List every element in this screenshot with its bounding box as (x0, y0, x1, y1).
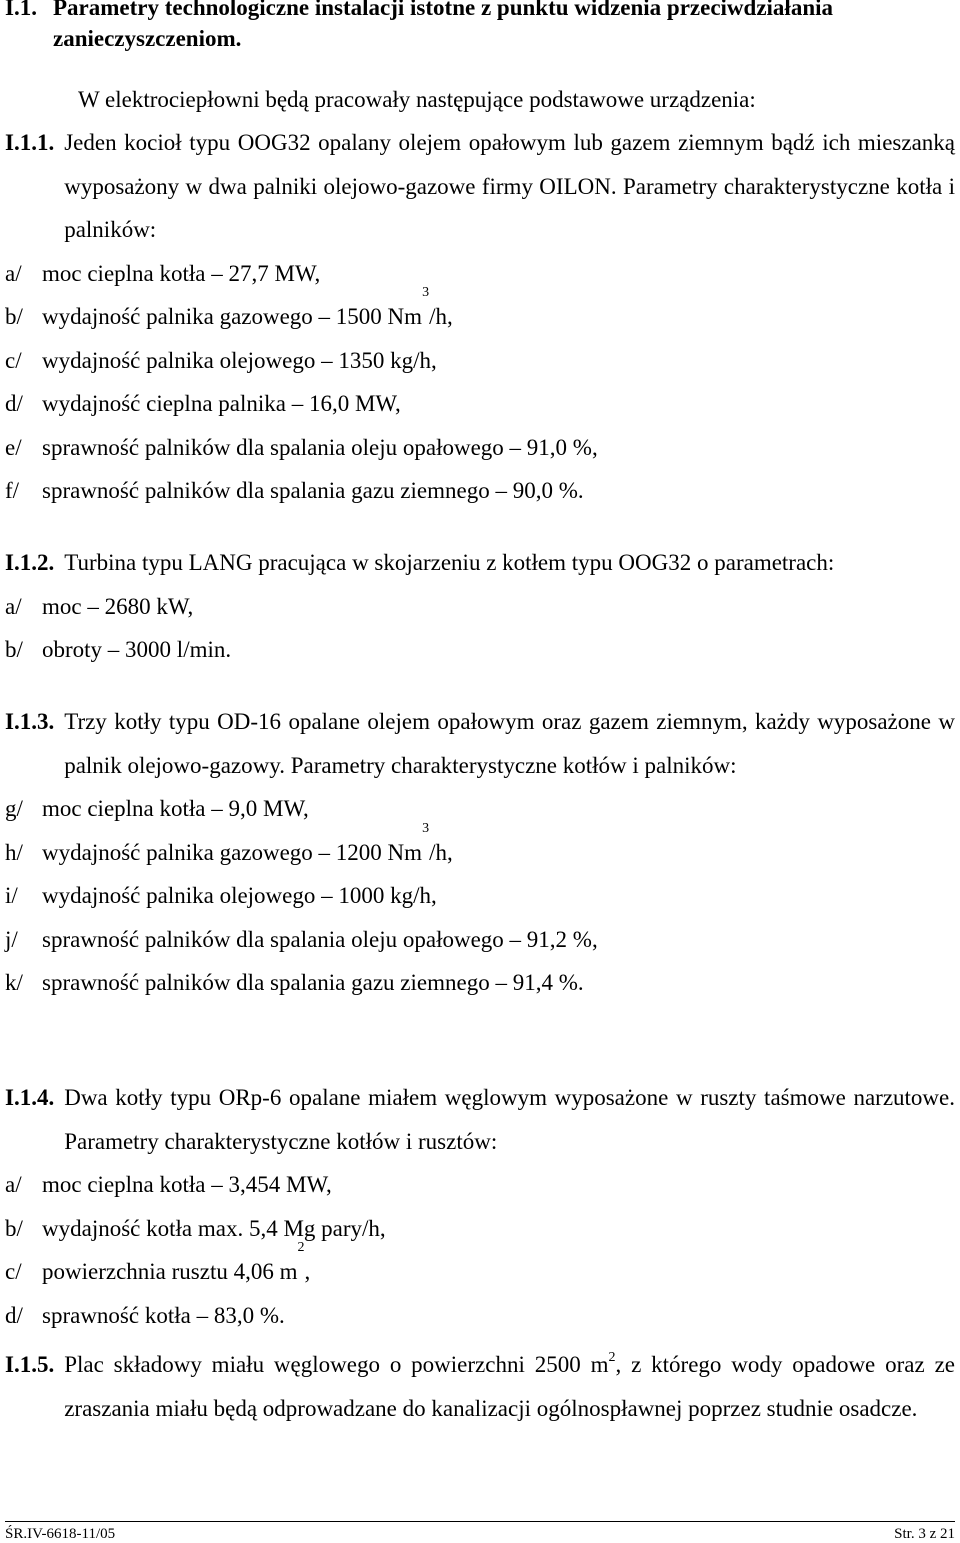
item-text: wydajność palnika gazowego – 1200 Nm (42, 839, 423, 865)
item-letter: a/ (5, 593, 22, 619)
item-letter: b/ (5, 304, 23, 329)
item-letter: i/ (5, 883, 18, 908)
section-number: I.1.2. (5, 550, 55, 575)
list-item (5, 252, 955, 296)
item-text-after: , (304, 1259, 311, 1284)
section-1-2 (5, 541, 955, 672)
item-text: sprawność kotła – 83,0 %. (42, 1302, 285, 1328)
section-1-4 (5, 1076, 955, 1337)
list-item (5, 1163, 955, 1207)
item-text: moc cieplna kotła – 9,0 MW, (42, 796, 309, 821)
item-text: obroty – 3000 l/min. (42, 637, 232, 662)
item-text: sprawność palników dla spalania oleju opałowego – 91,0 %, (42, 434, 598, 460)
item-text-after: /h, (429, 304, 453, 329)
list-item (5, 426, 955, 470)
item-letter: e/ (5, 434, 22, 460)
item-text: sprawność palników dla spalania gazu ziemnego – 91,4 %. (42, 970, 584, 995)
item-letter: c/ (5, 1259, 22, 1284)
superscript: 2 (297, 1240, 305, 1255)
section-text-2: Parametry charakterystyczne kotłów i palników: (290, 752, 737, 778)
section-text: Dwa kotły typu ORp-6 opalane miałem węglowym wyposażone w ruszty taśmowe narzutowe. (64, 1085, 955, 1110)
item-text: wydajność palnika gazowego – 1500 Nm (42, 304, 423, 329)
list-item (5, 820, 955, 875)
list-item (5, 787, 955, 831)
list-item (5, 1294, 955, 1338)
section-number: I.1.5. (5, 1352, 55, 1377)
section-description (64, 1343, 955, 1430)
item-text: powierzchnia rusztu 4,06 m (42, 1259, 298, 1284)
intro-paragraph: W elektrociepłowni będą pracowały następujące podstawowe urządzenia: (78, 87, 756, 112)
list-item (5, 1207, 955, 1251)
heading-number: I.1. (5, 0, 37, 20)
section-text-2: Parametry charakterystyczne kotła i palników: (64, 173, 956, 242)
item-letter: g/ (5, 796, 23, 821)
footer-rule (5, 1521, 955, 1522)
heading-line-1: Parametry technologiczne instalacji istotne z punktu widzenia przeciwdziałania (53, 0, 834, 20)
section-heading (5, 0, 955, 54)
section-text-2: Parametry charakterystyczne kotłów i rusztów: (64, 1128, 498, 1154)
item-letter: a/ (5, 1172, 22, 1197)
superscript: 3 (422, 285, 430, 300)
item-text: wydajność cieplna palnika – 16,0 MW, (42, 391, 401, 416)
item-letter: h/ (5, 839, 23, 865)
list-item (5, 585, 955, 629)
list-item (5, 874, 955, 918)
list-item (5, 285, 955, 339)
item-letter: j/ (5, 926, 18, 952)
document-reference: ŚR.IV-6618-11/05 (5, 1526, 116, 1542)
section-1-1 (5, 121, 955, 513)
section-description: Turbina typu LANG pracująca w skojarzeniu z kotłem typu OOG32 o parametrach: (64, 550, 835, 575)
section-text: Jeden kocioł typu OOG32 opalany olejem opałowym lub gazem ziemnym bądź ich mieszanką wyposażony w dwa palniki olejowo-gazowe firmy OILON. (64, 130, 955, 199)
section-head (5, 1343, 955, 1430)
section-description (64, 700, 955, 787)
section-1-3 (5, 700, 955, 1005)
item-text: wydajność palnika olejowego – 1000 kg/h, (42, 883, 437, 908)
section-text: Plac składowy miału węglowego o powierzchni 2500 m (64, 1352, 609, 1377)
item-text: moc cieplna kotła – 27,7 MW, (42, 260, 321, 286)
superscript: 3 (422, 820, 430, 836)
item-letter: c/ (5, 347, 22, 373)
section-description (64, 121, 955, 252)
section-number: I.1.3. (5, 709, 55, 734)
item-text: moc cieplna kotła – 3,454 MW, (42, 1172, 332, 1197)
item-text-after: /h, (429, 839, 453, 865)
section-1-5 (5, 1343, 955, 1430)
heading-line-2: zanieczyszczeniom. (53, 26, 242, 51)
list-item (5, 961, 955, 1005)
section-head (5, 121, 955, 252)
item-letter: b/ (5, 1215, 23, 1241)
item-letter: k/ (5, 970, 23, 995)
item-letter: b/ (5, 637, 23, 662)
section-description (64, 1076, 955, 1163)
section-head (5, 1076, 955, 1163)
item-text: wydajność kotła max. 5,4 Mg pary/h, (42, 1215, 386, 1241)
item-text: sprawność palników dla spalania oleju opałowego – 91,2 %, (42, 926, 598, 952)
page-footer (5, 1521, 955, 1543)
list-item (5, 918, 955, 962)
item-letter: a/ (5, 260, 22, 286)
superscript: 2 (608, 1350, 616, 1366)
item-text: moc – 2680 kW, (42, 593, 194, 619)
item-letter: d/ (5, 1302, 23, 1328)
section-head (5, 541, 955, 585)
section-text: Trzy kotły typu OD-16 opalane olejem opałowym oraz gazem ziemnym, każdy wyposażone w palnik olejowo-gazowy. (64, 709, 955, 778)
list-item (5, 1240, 955, 1294)
section-text-after: , z którego wody opadowe oraz ze zraszania miału będą odprowadzane do kanalizacji ogólnospławnej poprzez studnie osadcze. (64, 1352, 955, 1421)
item-text: sprawność palników dla spalania gazu ziemnego – 90,0 %. (42, 478, 584, 503)
item-letter: f/ (5, 478, 20, 503)
page-number: Str. 3 z 21 (894, 1526, 955, 1542)
item-text: wydajność palnika olejowego – 1350 kg/h, (42, 347, 437, 373)
item-letter: d/ (5, 391, 23, 416)
section-head (5, 700, 955, 787)
list-item (5, 382, 955, 426)
list-item (5, 469, 955, 513)
list-item (5, 339, 955, 383)
list-item (5, 628, 955, 672)
section-number: I.1.4. (5, 1085, 55, 1110)
section-number: I.1.1. (5, 130, 55, 155)
